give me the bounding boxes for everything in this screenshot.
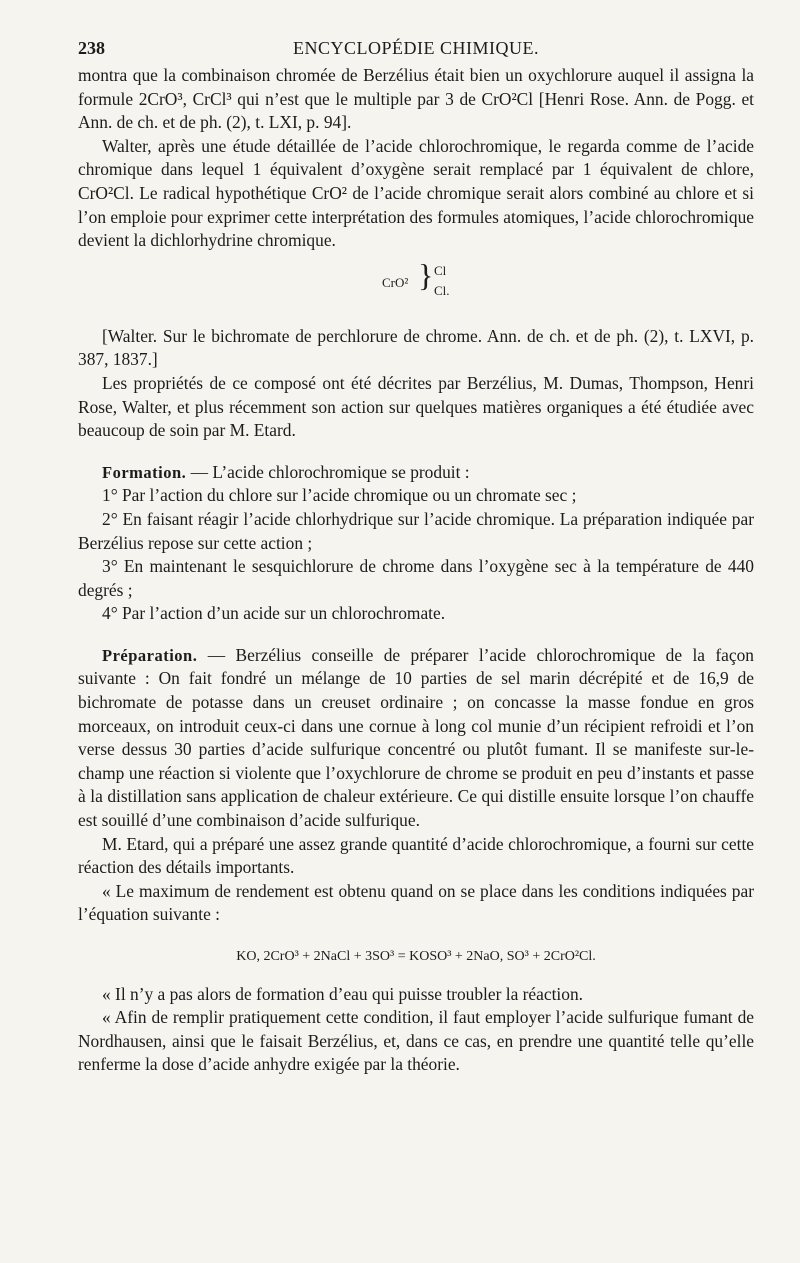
formation-item-4: 4° Par l’action d’un acide sur un chlorochromate.: [102, 603, 446, 624]
preparation-heading: Préparation.: [102, 645, 198, 665]
formation-intro: — L’acide chlorochromique se produit :: [186, 461, 470, 482]
quote-nordhausen: « Afin de remplir pratiquement cette condition, il faut employer l’acide sulfurique fumant de Nordhausen, ainsi que le faisait Berzélius, et, dans ce cas, en prendre une quantité telle qu’elle renferme la dose d’acide anhydre exigée par la théorie.: [78, 1007, 754, 1075]
paragraph-berzelius-formula: montra que la combinaison chromée de Berzélius était bien un oxychlorure auquel il assigna la formule 2CrO³, CrCl³ qui n’est que le multiple par 3 de CrO²Cl [Henri Rose. Ann. de Pogg. et Ann. de ch. et de ph. (2), t. LXI, p. 94].: [78, 65, 754, 133]
formation-item-2: 2° En faisant réagir l’acide chlorhydrique sur l’acide chromique. La préparation indiquée par Berzélius repose sur cette action ;: [78, 508, 754, 553]
section-preparation: [78, 644, 754, 1077]
section-formation: [78, 461, 754, 626]
formation-item-3: 3° En maintenant le sesquichlorure de chrome dans l’oxygène sec à la température de 440 degrés ;: [78, 556, 754, 600]
page-header: [78, 38, 754, 62]
page-body: [78, 64, 754, 1077]
formation-heading: Formation.: [102, 462, 187, 482]
paragraph-etard: M. Etard, qui a préparé une assez grande quantité d’acide chlorochromique, a fourni sur cette réaction des détails importants.: [78, 833, 754, 878]
formula-radical: CrO²: [382, 274, 409, 290]
formula-cl-bottom: Cl.: [434, 282, 450, 298]
paragraph-properties: Les propriétés de ce composé ont été décrites par Berzélius, M. Dumas, Thompson, Henri Rose, Walter, et plus récemment son action sur quelques matières organiques a été étudiée avec beaucoup de soin par M. Etard.: [78, 372, 754, 441]
preparation-text: — Berzélius conseille de préparer l’acide chlorochromique de la façon suivante : On fait fondré un mélange de 10 parties de sel marin décrépité et de 16,9 de bichromate de potasse dans un creuset ordinaire ; on concasse la masse fondue en gros morceaux, on introduit ceux-ci dans une cornue à long col munie d’un récipient refroidi et l’on verse dessus 30 parties d’acide sulfurique concentré ou plutôt fumant. Il se manifeste sur-le-champ une réaction si violente que l’oxychlorure de chrome se produit en peu d’instants et passe à la distillation sans application de chaleur extérieure. Ce qui distille ensuite lorsque l’on chauffe est souillé d’une combinaison d’acide sulfurique.: [78, 644, 754, 831]
formation-item-1: 1° Par l’action du chlore sur l’acide chromique ou un chromate sec ;: [102, 485, 577, 506]
quote-maximum: « Le maximum de rendement est obtenu quand on se place dans les conditions indiquées par l’équation suivante :: [78, 880, 754, 925]
page-number: 238: [78, 38, 105, 58]
paragraph-walter: Walter, après une étude détaillée de l’acide chlorochromique, le regarda comme de l’acide chromique dans lequel 1 équivalent d’oxygène serait remplacé par 1 équivalent de chlore, CrO²Cl. Le radical hypothétique CrO² de l’acide chromique serait alors combiné au chlore et si l’on emploie pour exprimer cette interprétation des formules atomiques, l’acide chlorochromique devient la dichlorhydrine chromique.: [78, 135, 754, 251]
running-title: ENCYCLOPÉDIE CHIMIQUE.: [293, 38, 539, 58]
formula-brace: }: [418, 256, 434, 293]
reference-walter: [Walter. Sur le bichromate de perchlorure de chrome. Ann. de ch. et de ph. (2), t. LXVI, p. 387, 1837.]: [78, 325, 754, 370]
formula-dichlorhydrine: [78, 253, 754, 311]
formula-cl-top: Cl: [434, 262, 447, 278]
reaction-equation: KO, 2CrO³ + 2NaCl + 3SO³ = KOSO³ + 2NaO, SO³ + 2CrO²Cl.: [236, 949, 596, 964]
quote-no-water: « Il n’y a pas alors de formation d’eau qui puisse troubler la réaction.: [102, 983, 583, 1004]
